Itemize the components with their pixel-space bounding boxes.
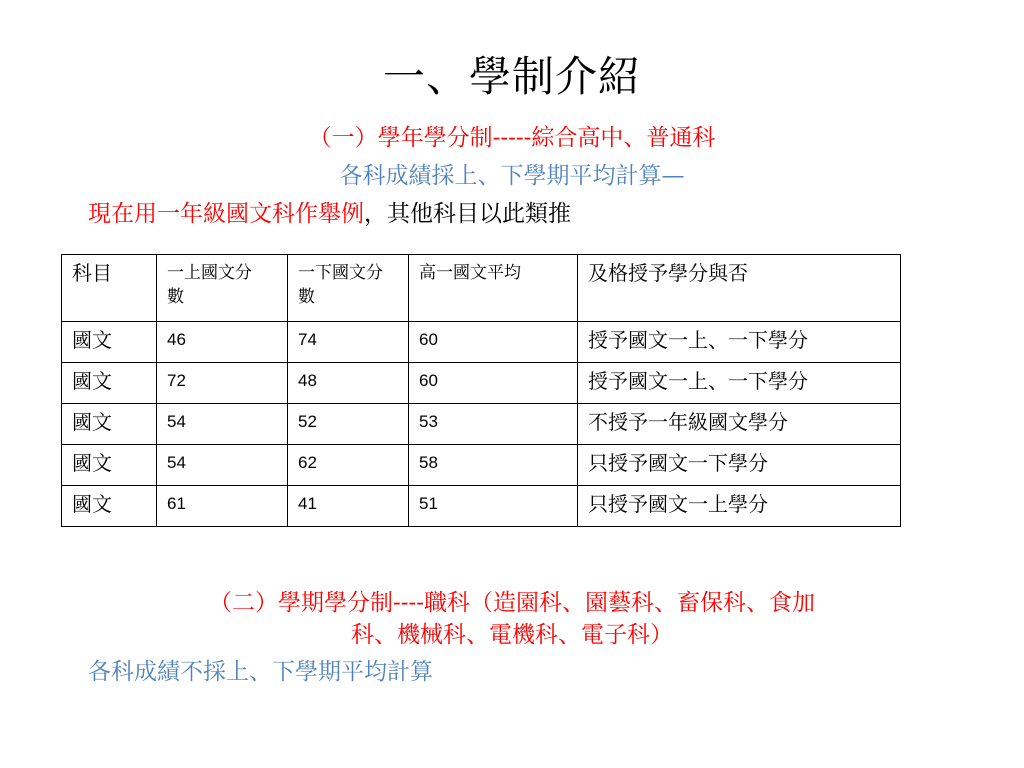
cell-result: 不授予一年級國文學分 <box>578 404 901 445</box>
cell-average: 51 <box>409 486 578 527</box>
cell-second-score: 62 <box>288 445 409 486</box>
section2-heading-line1: （二）學期學分制----職科（造園科、園藝科、畜保科、食加 <box>208 590 816 616</box>
example-text-red: 現在用一年級國文科作舉例 <box>88 201 364 227</box>
table-row <box>62 404 901 445</box>
cell-average: 60 <box>409 322 578 363</box>
cell-first-score: 72 <box>157 363 288 404</box>
cell-result: 授予國文一上、一下學分 <box>578 322 901 363</box>
section1-example <box>88 199 571 229</box>
header-first-semester <box>157 255 288 322</box>
table-row <box>62 363 901 404</box>
slide-title: 一、學制介紹 <box>382 52 641 101</box>
cell-subject: 國文 <box>62 486 157 527</box>
header-average: 高一國文平均 <box>409 255 578 322</box>
cell-result: 授予國文一上、一下學分 <box>578 363 901 404</box>
grades-table <box>61 254 901 527</box>
table-header-row <box>62 255 901 322</box>
cell-result: 只授予國文一下學分 <box>578 445 901 486</box>
header-second-semester-label: 一下國文分數 <box>298 263 383 307</box>
table-row <box>62 445 901 486</box>
cell-first-score: 61 <box>157 486 288 527</box>
cell-first-score: 54 <box>157 445 288 486</box>
section1-heading: （一）學年學分制-----綜合高中、普通科 <box>308 125 716 151</box>
cell-average: 58 <box>409 445 578 486</box>
cell-second-score: 48 <box>288 363 409 404</box>
cell-first-score: 54 <box>157 404 288 445</box>
cell-result: 只授予國文一上學分 <box>578 486 901 527</box>
cell-subject: 國文 <box>62 445 157 486</box>
section1-note: 各科成績採上、下學期平均計算— <box>339 163 685 189</box>
cell-subject: 國文 <box>62 322 157 363</box>
table-row <box>62 322 901 363</box>
cell-first-score: 46 <box>157 322 288 363</box>
cell-average: 60 <box>409 363 578 404</box>
cell-second-score: 74 <box>288 322 409 363</box>
header-credit-granted: 及格授予學分與否 <box>578 255 901 322</box>
header-first-semester-label: 一上國文分數 <box>167 263 252 307</box>
header-subject: 科目 <box>62 255 157 322</box>
section2-note: 各科成績不採上、下學期平均計算 <box>88 659 433 685</box>
header-second-semester <box>288 255 409 322</box>
section2-heading-line2: 科、機械科、電機科、電子科） <box>351 622 673 648</box>
cell-subject: 國文 <box>62 404 157 445</box>
cell-average: 53 <box>409 404 578 445</box>
example-text-black: ，其他科目以此類推 <box>364 201 571 227</box>
cell-second-score: 52 <box>288 404 409 445</box>
cell-second-score: 41 <box>288 486 409 527</box>
cell-subject: 國文 <box>62 363 157 404</box>
table-row <box>62 486 901 527</box>
